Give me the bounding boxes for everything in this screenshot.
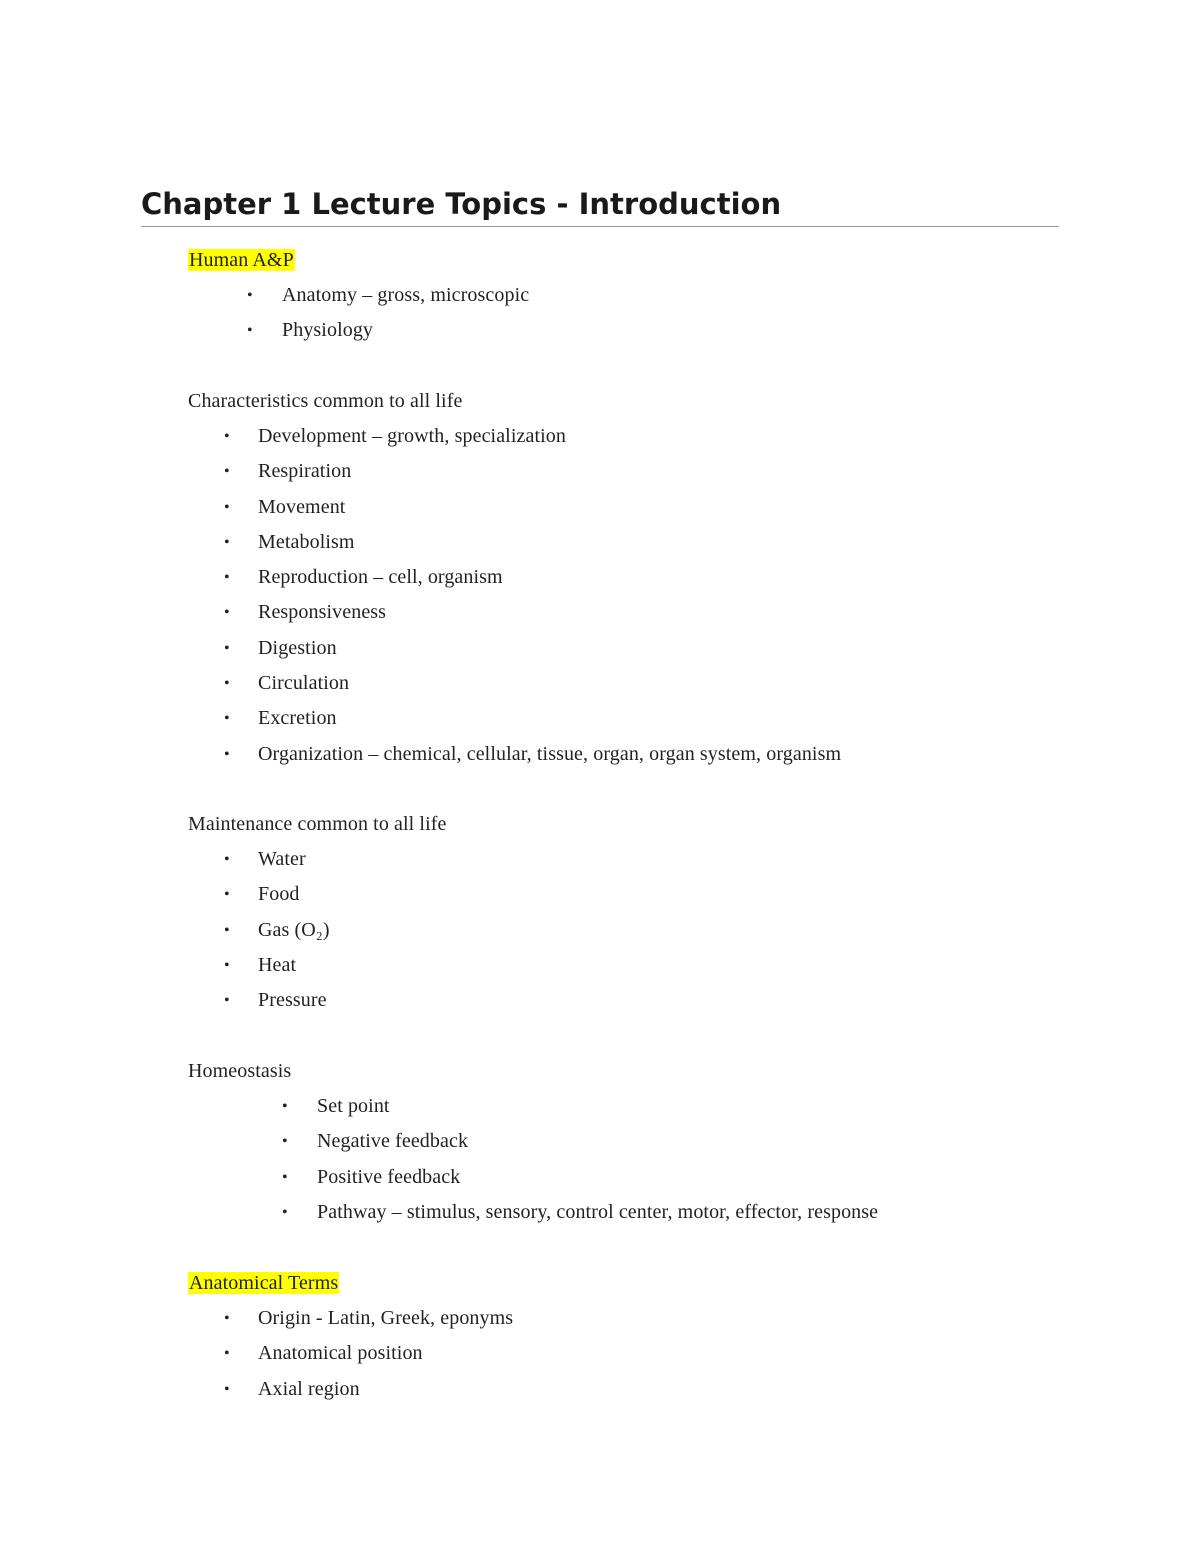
page-title: Chapter 1 Lecture Topics - Introduction bbox=[141, 187, 782, 221]
bullet-icon: • bbox=[224, 1345, 230, 1363]
bullet-icon: • bbox=[224, 886, 230, 904]
list-item bbox=[188, 1372, 513, 1407]
bullet-icon: • bbox=[224, 604, 230, 622]
list-item-text: Axial region bbox=[258, 1377, 360, 1400]
list-item-text: Organization – chemical, cellular, tissue, organ, organ system, organism bbox=[258, 742, 842, 765]
list-item-text: Pressure bbox=[258, 989, 327, 1012]
section-heading: Homeostasis bbox=[188, 1060, 292, 1082]
bullet-icon: • bbox=[282, 1133, 288, 1151]
list-item bbox=[188, 490, 841, 525]
section-anatomical-terms bbox=[188, 1266, 513, 1407]
list-item bbox=[188, 842, 446, 877]
bullet-list bbox=[188, 419, 841, 772]
list-item bbox=[188, 983, 446, 1018]
bullet-icon: • bbox=[224, 710, 230, 728]
bullet-icon: • bbox=[224, 675, 230, 693]
bullet-icon: • bbox=[224, 1310, 230, 1327]
list-item bbox=[188, 1336, 513, 1371]
bullet-icon: • bbox=[282, 1203, 288, 1221]
section-human-ap bbox=[188, 243, 529, 349]
section-heading: Characteristics common to all life bbox=[188, 390, 463, 412]
list-item-text: Responsiveness bbox=[258, 601, 387, 624]
bullet-icon: • bbox=[282, 1098, 288, 1115]
bullet-list bbox=[188, 1301, 513, 1407]
list-item-text: Gas (O₂) bbox=[258, 918, 330, 941]
list-item bbox=[188, 1301, 513, 1336]
list-item bbox=[188, 631, 841, 666]
list-item bbox=[188, 737, 841, 772]
list-item-text: Physiology bbox=[282, 319, 374, 342]
list-item bbox=[188, 1089, 878, 1124]
highlighted-heading-text: Human A&P bbox=[189, 249, 294, 271]
list-item-text: Food bbox=[258, 883, 300, 906]
section-homeostasis bbox=[188, 1054, 878, 1230]
highlighted-heading-text: Anatomical Terms bbox=[189, 1272, 339, 1294]
list-item bbox=[188, 913, 446, 948]
list-item-text: Negative feedback bbox=[317, 1130, 469, 1153]
bullet-icon: • bbox=[224, 992, 230, 1010]
list-item-text: Reproduction – cell, organism bbox=[258, 566, 503, 589]
list-item bbox=[188, 419, 841, 454]
list-item-text: Positive feedback bbox=[317, 1165, 461, 1188]
list-item-text: Excretion bbox=[258, 707, 337, 730]
title-underline bbox=[141, 226, 1059, 227]
list-item-text: Movement bbox=[258, 495, 346, 518]
list-item bbox=[188, 525, 841, 560]
list-item-text: Metabolism bbox=[258, 530, 355, 553]
list-item-text: Circulation bbox=[258, 672, 350, 695]
bullet-icon: • bbox=[224, 498, 230, 516]
list-item bbox=[188, 454, 841, 489]
list-item-text: Anatomy – gross, microscopic bbox=[282, 284, 530, 306]
list-item bbox=[188, 1195, 878, 1230]
bullet-icon: • bbox=[224, 533, 230, 551]
section-heading bbox=[188, 1266, 513, 1301]
list-item bbox=[188, 313, 529, 348]
list-item bbox=[188, 595, 841, 630]
list-item-text: Pathway – stimulus, sensory, control center, motor, effector, response bbox=[317, 1200, 879, 1223]
list-item-text: Water bbox=[258, 848, 306, 870]
list-item-text: Respiration bbox=[258, 460, 352, 483]
bullet-icon: • bbox=[224, 569, 230, 587]
bullet-icon: • bbox=[247, 287, 253, 304]
section-heading bbox=[188, 243, 529, 278]
bullet-list bbox=[188, 842, 446, 1018]
bullet-icon: • bbox=[224, 851, 230, 868]
list-item bbox=[188, 948, 446, 983]
bullet-icon: • bbox=[224, 745, 230, 763]
list-item bbox=[188, 560, 841, 595]
section-heading: Maintenance common to all life bbox=[188, 813, 447, 835]
bullet-icon: • bbox=[282, 1168, 288, 1186]
list-item bbox=[188, 666, 841, 701]
list-item bbox=[188, 877, 446, 912]
list-item-text: Origin - Latin, Greek, eponyms bbox=[258, 1307, 514, 1329]
list-item bbox=[188, 1124, 878, 1159]
bullet-list bbox=[188, 1089, 878, 1230]
list-item bbox=[188, 278, 529, 313]
list-item-text: Set point bbox=[317, 1095, 390, 1117]
section-characteristics bbox=[188, 384, 841, 772]
list-item-text: Development – growth, specialization bbox=[258, 425, 566, 447]
bullet-icon: • bbox=[224, 463, 230, 481]
bullet-icon: • bbox=[224, 639, 230, 657]
section-maintenance bbox=[188, 807, 446, 1018]
list-item bbox=[188, 701, 841, 736]
bullet-icon: • bbox=[247, 322, 253, 340]
bullet-icon: • bbox=[224, 921, 230, 939]
list-item-text: Heat bbox=[258, 953, 297, 976]
bullet-icon: • bbox=[224, 428, 230, 445]
bullet-icon: • bbox=[224, 956, 230, 974]
list-item-text: Anatomical position bbox=[258, 1342, 423, 1365]
bullet-icon: • bbox=[224, 1380, 230, 1398]
bullet-list bbox=[188, 278, 529, 349]
list-item-text: Digestion bbox=[258, 636, 337, 659]
list-item bbox=[188, 1160, 878, 1195]
